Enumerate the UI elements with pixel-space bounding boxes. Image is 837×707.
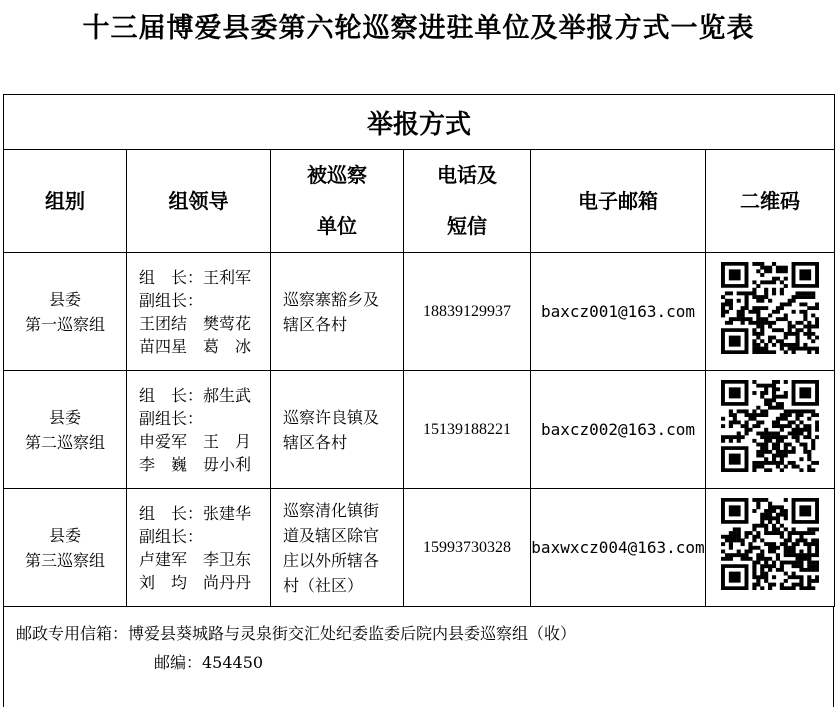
col-header-unit-line1: 被巡察 bbox=[307, 163, 367, 187]
leader-line: 卢建军 李卫东 bbox=[139, 549, 252, 569]
unit-line: 巡察清化镇街 bbox=[283, 500, 380, 520]
unit-line: 道及辖区除官 bbox=[283, 525, 380, 545]
col-header-phone-line2: 短信 bbox=[447, 214, 487, 238]
unit-cell bbox=[271, 489, 404, 607]
qr-code-icon[interactable] bbox=[721, 380, 819, 472]
unit-line: 辖区各村 bbox=[283, 314, 348, 334]
unit-line: 巡察许良镇及 bbox=[283, 407, 380, 427]
leader-cell bbox=[127, 489, 271, 607]
email-cell[interactable]: baxcz001@163.com bbox=[531, 253, 706, 371]
phone-cell[interactable]: 15993730328 bbox=[404, 489, 531, 607]
leader-line: 组 长：郝生武 bbox=[139, 385, 252, 405]
qr-cell[interactable] bbox=[706, 371, 835, 489]
unit-line: 巡察寨豁乡及 bbox=[283, 289, 380, 309]
unit-cell bbox=[271, 253, 404, 371]
qr-code-icon[interactable] bbox=[721, 262, 819, 354]
col-header-email: 电子邮箱 bbox=[531, 150, 706, 253]
group-cell bbox=[4, 253, 127, 371]
leader-line: 副组长： bbox=[139, 408, 204, 428]
email-cell[interactable]: baxcz002@163.com bbox=[531, 371, 706, 489]
mailbox-footer bbox=[3, 607, 834, 707]
leader-line: 副组长： bbox=[139, 526, 204, 546]
col-header-phone bbox=[404, 150, 531, 253]
email-cell[interactable]: baxwxcz004@163.com bbox=[531, 489, 706, 607]
mailbox-address: 邮政专用信箱：博爱县葵城路与灵泉街交汇处纪委监委后院内县委巡察组（收） bbox=[16, 624, 577, 643]
group-line1: 县委 bbox=[48, 525, 81, 545]
report-table bbox=[3, 94, 835, 607]
leader-line: 申爱军 王 月 bbox=[139, 431, 252, 451]
report-table-wrapper bbox=[3, 94, 834, 707]
table-row bbox=[4, 253, 835, 371]
leader-line: 副组长： bbox=[139, 290, 204, 310]
leader-line: 王团结 樊莺花 bbox=[139, 313, 252, 333]
leader-line: 组 长：王利军 bbox=[139, 267, 252, 287]
col-header-group: 组别 bbox=[4, 150, 127, 253]
leader-line: 苗四星 葛 冰 bbox=[139, 336, 252, 356]
col-header-leader: 组领导 bbox=[127, 150, 271, 253]
unit-line: 庄以外所辖各 bbox=[283, 550, 380, 570]
qr-cell[interactable] bbox=[706, 489, 835, 607]
col-header-qr: 二维码 bbox=[706, 150, 835, 253]
col-header-unit bbox=[271, 150, 404, 253]
leader-line: 组 长：张建华 bbox=[139, 503, 252, 523]
col-header-unit-line2: 单位 bbox=[317, 214, 357, 238]
unit-line: 辖区各村 bbox=[283, 432, 348, 452]
leader-line: 李 巍 毋小利 bbox=[139, 454, 252, 474]
group-line1: 县委 bbox=[48, 407, 81, 427]
group-line2: 第三巡察组 bbox=[24, 550, 105, 570]
group-line2: 第一巡察组 bbox=[24, 314, 105, 334]
phone-cell[interactable]: 15139188221 bbox=[404, 371, 531, 489]
qr-cell[interactable] bbox=[706, 253, 835, 371]
table-row bbox=[4, 489, 835, 607]
phone-cell[interactable]: 18839129937 bbox=[404, 253, 531, 371]
leader-cell bbox=[127, 371, 271, 489]
qr-code-icon[interactable] bbox=[721, 498, 819, 590]
group-cell bbox=[4, 489, 127, 607]
postcode: 邮编：454450 bbox=[154, 653, 264, 672]
unit-line: 村（社区） bbox=[283, 575, 364, 595]
table-row bbox=[4, 371, 835, 489]
unit-cell bbox=[271, 371, 404, 489]
leader-cell bbox=[127, 253, 271, 371]
group-line1: 县委 bbox=[48, 289, 81, 309]
leader-line: 刘 均 尚丹丹 bbox=[139, 572, 252, 592]
col-header-phone-line1: 电话及 bbox=[437, 163, 497, 187]
page-title: 十三届博爱县委第六轮巡察进驻单位及举报方式一览表 bbox=[82, 13, 755, 44]
group-line2: 第二巡察组 bbox=[24, 432, 105, 452]
group-cell bbox=[4, 371, 127, 489]
report-method-header: 举报方式 bbox=[4, 95, 835, 150]
